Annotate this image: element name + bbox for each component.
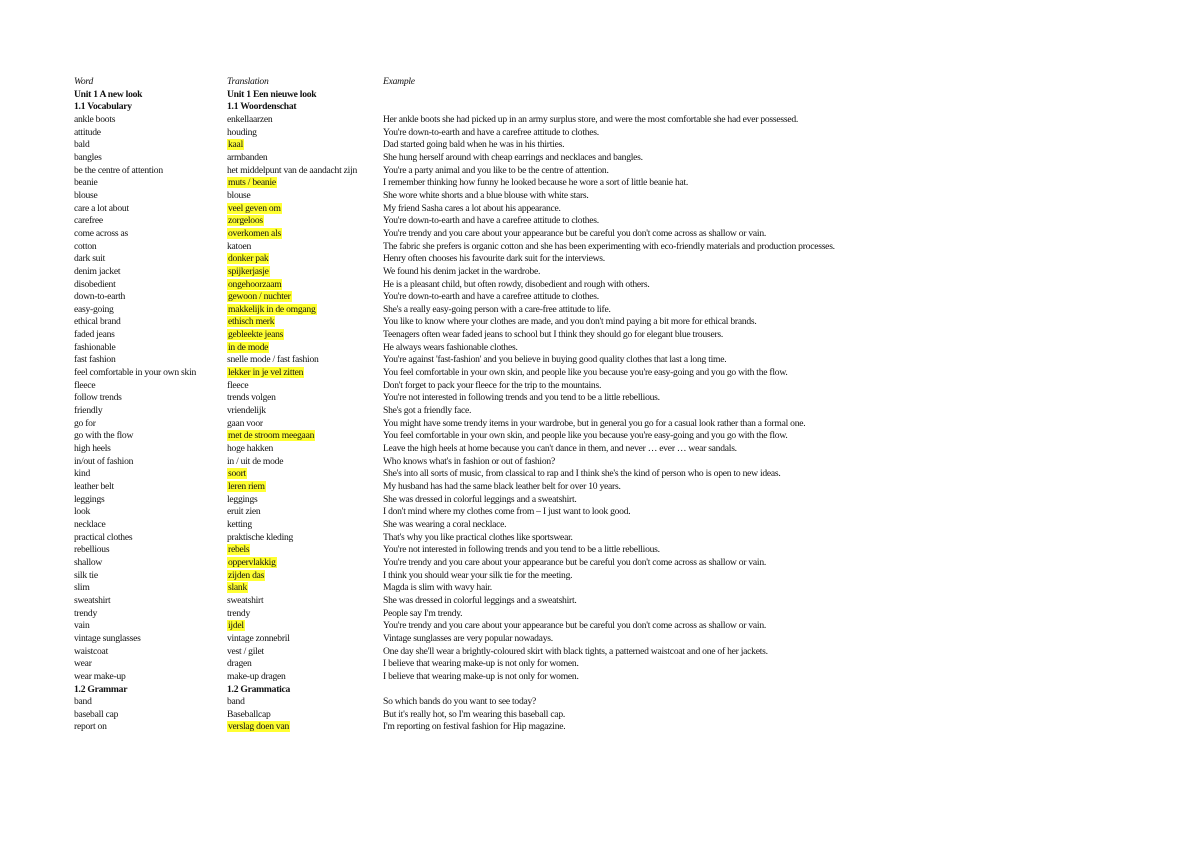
translation-cell (227, 342, 383, 355)
table-row (74, 241, 854, 254)
example-cell: Dad started going bald when he was in his thirties. (383, 139, 565, 151)
table-row (74, 544, 854, 557)
translation-cell: armbanden (227, 151, 268, 163)
example-cell: I'm reporting on festival fashion for Hip magazine. (383, 721, 566, 733)
example-cell: You feel comfortable in your own skin, and people like you because you're easy-going and you go with the flow. (383, 367, 788, 379)
example-cell: She's got a friendly face. (383, 405, 472, 417)
word-cell: practical clothes (74, 531, 133, 543)
translation-cell: vest / gilet (227, 645, 264, 657)
table-row (74, 646, 854, 659)
translation-cell: hoge hakken (227, 443, 274, 455)
example-cell: People say I'm trendy. (383, 607, 463, 619)
translation-cell: fleece (227, 379, 249, 391)
table-row (74, 329, 854, 342)
table-row (74, 658, 854, 671)
word-cell: shallow (74, 556, 103, 568)
word-cell: leggings (74, 493, 105, 505)
table-row (74, 253, 854, 266)
table-row (74, 127, 854, 140)
word-cell: high heels (74, 443, 111, 455)
section-heading-row (74, 101, 854, 114)
word-cell: care a lot about (74, 202, 129, 214)
word-cell: report on (74, 721, 107, 733)
table-row (74, 152, 854, 165)
table-row (74, 557, 854, 570)
table-row (74, 671, 854, 684)
translation-cell: blouse (227, 189, 251, 201)
word-cell: band (74, 696, 92, 708)
table-row (74, 468, 854, 481)
highlighted-translation: makkelijk in de omgang (228, 303, 316, 315)
word-cell: follow trends (74, 392, 122, 404)
translation-cell (227, 721, 383, 734)
example-cell: You like to know where your clothes are made, and you don't mind paying a bit more for ethical brands. (383, 316, 757, 328)
highlighted-translation: muts / beanie (228, 177, 276, 189)
word-cell: go with the flow (74, 430, 134, 442)
example-cell: Henry often chooses his favourite dark suit for the interviews. (383, 253, 605, 265)
example-cell: Magda is slim with wavy hair. (383, 582, 492, 594)
word-cell: cotton (74, 240, 97, 252)
translation-cell (227, 481, 383, 494)
word-cell: bangles (74, 151, 102, 163)
highlighted-translation: kaal (228, 139, 243, 151)
table-row (74, 595, 854, 608)
word-cell: 1.1 Vocabulary (74, 101, 132, 113)
example-cell: You're trendy and you care about your appearance but be careful you don't come across as shallow or vain. (383, 227, 767, 239)
table-row (74, 405, 854, 418)
translation-cell: praktische kleding (227, 531, 294, 543)
highlighted-translation: donker pak (228, 253, 269, 265)
highlighted-translation: soort (228, 468, 246, 480)
translation-cell: ketting (227, 518, 252, 530)
table-row (74, 443, 854, 456)
example-cell: Vintage sunglasses are very popular nowadays. (383, 632, 553, 644)
translation-cell: make-up dragen (227, 670, 286, 682)
example-cell: You're down-to-earth and have a carefree attitude to clothes. (383, 126, 599, 138)
word-cell: be the centre of attention (74, 164, 163, 176)
translation-cell: Unit 1 Een nieuwe look (227, 88, 317, 100)
table-row (74, 392, 854, 405)
translation-cell: snelle mode / fast fashion (227, 354, 319, 366)
example-cell: I believe that wearing make-up is not only for women. (383, 658, 579, 670)
table-row (74, 633, 854, 646)
translation-cell (227, 253, 383, 266)
table-row (74, 304, 854, 317)
translation-cell: 1.1 Woordenschat (227, 101, 297, 113)
highlighted-translation: leren riem (228, 481, 265, 492)
table-row (74, 582, 854, 595)
table-row (74, 316, 854, 329)
example-cell: I don't mind where my clothes come from – I just want to look good. (383, 506, 631, 518)
word-cell: wear (74, 658, 92, 670)
word-cell: come across as (74, 227, 129, 239)
table-row (74, 190, 854, 203)
table-row (74, 165, 854, 178)
word-cell: carefree (74, 215, 103, 227)
translation-cell (227, 228, 383, 241)
translation-cell: band (227, 696, 245, 708)
example-cell: She's a really easy-going person with a care-free attitude to life. (383, 303, 611, 315)
translation-cell (227, 139, 383, 152)
header-example: Example (383, 76, 415, 87)
example-cell: I think you should wear your silk tie for the meeting. (383, 569, 573, 581)
translation-cell (227, 620, 383, 633)
word-cell: vain (74, 620, 90, 632)
section-heading-row (74, 684, 854, 697)
word-cell: dark suit (74, 253, 106, 265)
table-row (74, 532, 854, 545)
word-cell: trendy (74, 607, 98, 619)
table-row (74, 228, 854, 241)
word-cell: blouse (74, 189, 98, 201)
translation-cell (227, 304, 383, 317)
table-row (74, 570, 854, 583)
highlighted-translation: zijden das (228, 569, 265, 581)
example-cell: You feel comfortable in your own skin, and people like you because you're easy-going and you go with the flow. (383, 430, 788, 442)
highlighted-translation: ethisch merk (228, 316, 275, 328)
translation-cell (227, 367, 383, 380)
word-cell: silk tie (74, 569, 98, 581)
word-cell: kind (74, 468, 91, 480)
translation-cell: in / uit de mode (227, 455, 284, 467)
table-row (74, 418, 854, 431)
word-cell: in/out of fashion (74, 455, 134, 467)
header-translation: Translation (227, 76, 269, 87)
highlighted-translation: veel geven om (228, 202, 281, 214)
translation-cell (227, 203, 383, 216)
highlighted-translation: zorgeloos (228, 215, 263, 227)
translation-cell (227, 177, 383, 190)
example-cell: Her ankle boots she had picked up in an army surplus store, and were the most comfortable she had ever possessed. (383, 113, 799, 125)
word-cell: easy-going (74, 303, 114, 315)
example-cell: You're not interested in following trends and you tend to be a little rebellious. (383, 392, 660, 404)
header-word: Word (74, 76, 94, 87)
translation-cell (227, 570, 383, 583)
word-cell: ethical brand (74, 316, 121, 328)
table-row (74, 430, 854, 443)
highlighted-translation: ijdel (228, 620, 244, 632)
example-cell: You might have some trendy items in your wardrobe, but in general you go for a casual look rather than a formal one. (383, 417, 806, 429)
example-cell: I believe that wearing make-up is not only for women. (383, 670, 579, 682)
example-cell: You're trendy and you care about your appearance but be careful you don't come across as shallow or vain. (383, 620, 767, 632)
translation-cell (227, 215, 383, 228)
translation-cell: het middelpunt van de aandacht zijn (227, 164, 358, 176)
example-cell: He is a pleasant child, but often rowdy, disobedient and rough with others. (383, 278, 650, 290)
example-cell: Leave the high heels at home because you can't dance in them, and never … ever … wear sandals. (383, 443, 737, 455)
translation-cell (227, 468, 383, 481)
example-cell: Who knows what's in fashion or out of fashion? (383, 455, 555, 467)
word-cell: bald (74, 139, 90, 151)
word-cell: disobedient (74, 278, 116, 290)
example-cell: She hung herself around with cheap earrings and necklaces and bangles. (383, 151, 643, 163)
word-cell: Unit 1 A new look (74, 88, 143, 100)
example-cell: You're against 'fast-fashion' and you believe in buying good quality clothes that last a long time. (383, 354, 727, 366)
example-cell: So which bands do you want to see today? (383, 696, 537, 708)
word-cell: faded jeans (74, 329, 115, 341)
highlighted-translation: gebleekte jeans (228, 329, 284, 341)
example-cell: My husband has had the same black leather belt for over 10 years. (383, 481, 621, 492)
translation-cell: vintage zonnebril (227, 632, 290, 644)
example-cell: She's into all sorts of music, from classical to rap and I think she's the kind of person who is open to new ideas. (383, 468, 781, 480)
word-cell: 1.2 Grammar (74, 683, 128, 695)
translation-cell (227, 329, 383, 342)
word-cell: attitude (74, 126, 101, 138)
translation-cell (227, 266, 383, 279)
word-cell: fashionable (74, 341, 116, 353)
translation-cell (227, 557, 383, 570)
table-row (74, 456, 854, 469)
word-cell: necklace (74, 518, 106, 530)
word-cell: leather belt (74, 481, 114, 492)
example-cell: You're trendy and you care about your appearance but be careful you don't come across as shallow or vain. (383, 556, 767, 568)
translation-cell: Baseballcap (227, 708, 271, 720)
table-row (74, 494, 854, 507)
word-cell: go for (74, 417, 96, 429)
word-cell: vintage sunglasses (74, 632, 141, 644)
table-row (74, 519, 854, 532)
translation-cell (227, 291, 383, 304)
word-cell: slim (74, 582, 90, 594)
highlighted-translation: met de stroom meegaan (228, 430, 315, 442)
translation-cell: vriendelijk (227, 405, 266, 417)
table-row (74, 367, 854, 380)
table-row (74, 215, 854, 228)
example-cell: But it's really hot, so I'm wearing this baseball cap. (383, 708, 566, 720)
translation-cell: enkellaarzen (227, 113, 273, 125)
example-cell: You're a party animal and you like to be the centre of attention. (383, 164, 609, 176)
highlighted-translation: slank (228, 582, 248, 594)
translation-cell: houding (227, 126, 257, 138)
translation-cell (227, 544, 383, 557)
highlighted-translation: spijkerjasje (228, 265, 269, 277)
highlighted-translation: verslag doen van (228, 721, 290, 733)
table-row (74, 481, 854, 494)
table-row (74, 291, 854, 304)
table-row (74, 620, 854, 633)
word-cell: fleece (74, 379, 96, 391)
table-row (74, 177, 854, 190)
translation-cell: katoen (227, 240, 252, 252)
section-heading-row (74, 89, 854, 102)
word-cell: friendly (74, 405, 103, 417)
word-cell: baseball cap (74, 708, 119, 720)
word-cell: look (74, 506, 91, 518)
table-header-row (74, 76, 854, 89)
table-row (74, 721, 854, 734)
example-cell: Don't forget to pack your fleece for the trip to the mountains. (383, 379, 602, 391)
example-cell: One day she'll wear a brightly-coloured skirt with black tights, a patterned waistcoat and one of her jackets. (383, 645, 768, 657)
translation-cell: trends volgen (227, 392, 276, 404)
table-row (74, 279, 854, 292)
word-cell: ankle boots (74, 113, 116, 125)
word-cell: wear make-up (74, 670, 126, 682)
highlighted-translation: rebels (228, 544, 250, 556)
translation-cell: gaan voor (227, 417, 263, 429)
example-cell: He always wears fashionable clothes. (383, 341, 518, 353)
table-row (74, 380, 854, 393)
translation-cell (227, 279, 383, 292)
word-cell: feel comfortable in your own skin (74, 367, 197, 379)
word-cell: down-to-earth (74, 291, 126, 303)
translation-cell: dragen (227, 658, 252, 670)
example-cell: We found his denim jacket in the wardrobe. (383, 265, 541, 277)
example-cell: She was dressed in colorful leggings and a sweatshirt. (383, 493, 577, 505)
highlighted-translation: overkomen als (228, 227, 281, 239)
translation-cell: sweatshirt (227, 594, 264, 606)
example-cell: You're down-to-earth and have a carefree attitude to clothes. (383, 215, 599, 227)
table-row (74, 696, 854, 709)
word-cell: denim jacket (74, 265, 121, 277)
example-cell: She was wearing a coral necklace. (383, 518, 507, 530)
example-cell: She wore white shorts and a blue blouse with white stars. (383, 189, 589, 201)
translation-cell (227, 582, 383, 595)
example-cell: My friend Sasha cares a lot about his appearance. (383, 202, 561, 214)
table-row (74, 114, 854, 127)
translation-cell (227, 430, 383, 443)
table-row (74, 354, 854, 367)
word-cell: beanie (74, 177, 98, 189)
example-cell: That's why you like practical clothes like sportswear. (383, 531, 573, 543)
translation-cell: 1.2 Grammatica (227, 683, 291, 695)
example-cell: You're not interested in following trends and you tend to be a little rebellious. (383, 544, 660, 556)
example-cell: Teenagers often wear faded jeans to school but I think they should go for elegant blue trousers. (383, 329, 724, 341)
highlighted-translation: ongehoorzaam (228, 278, 282, 290)
word-cell: sweatshirt (74, 594, 111, 606)
example-cell: You're down-to-earth and have a carefree attitude to clothes. (383, 291, 599, 303)
table-row (74, 709, 854, 722)
word-cell: rebellious (74, 544, 110, 556)
table-row (74, 203, 854, 216)
example-cell: The fabric she prefers is organic cotton and she has been experimenting with eco-friendly materials and production processes. (383, 240, 835, 252)
table-row (74, 506, 854, 519)
highlighted-translation: in de mode (228, 341, 269, 353)
table-row (74, 266, 854, 279)
highlighted-translation: gewoon / nuchter (228, 291, 291, 303)
table-row (74, 608, 854, 621)
highlighted-translation: lekker in je vel zitten (228, 367, 304, 379)
table-row (74, 342, 854, 355)
highlighted-translation: oppervlakkig (228, 556, 276, 568)
table-row (74, 139, 854, 152)
translation-cell (227, 316, 383, 329)
word-cell: fast fashion (74, 354, 116, 366)
word-cell: waistcoat (74, 645, 108, 657)
example-cell: I remember thinking how funny he looked because he wore a sort of little beanie hat. (383, 177, 689, 189)
translation-cell: eruit zien (227, 506, 261, 518)
translation-cell: trendy (227, 607, 251, 619)
vocabulary-table (74, 76, 854, 734)
example-cell: She was dressed in colorful leggings and a sweatshirt. (383, 594, 577, 606)
translation-cell: leggings (227, 493, 258, 505)
